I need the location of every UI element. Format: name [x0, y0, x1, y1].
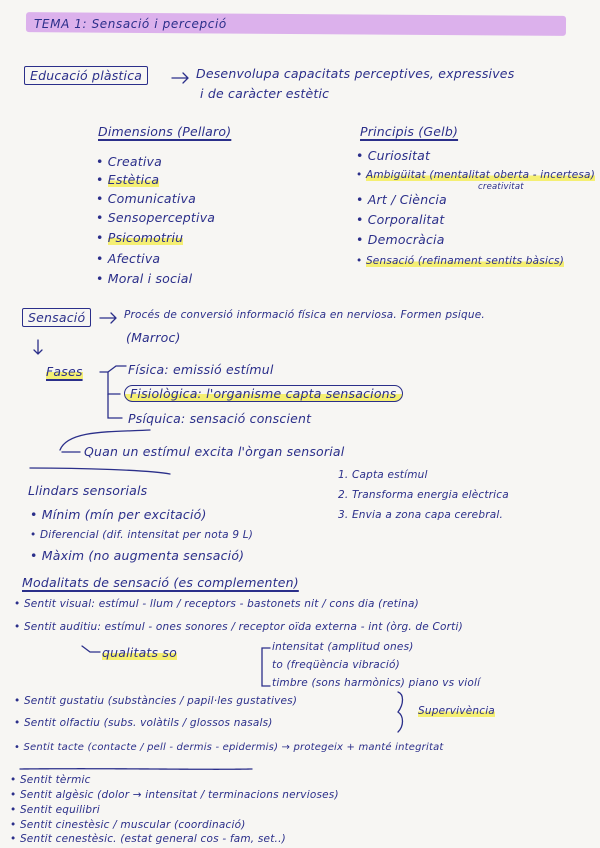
arrow-educacio-icon — [172, 73, 188, 83]
dimension-item: • Psicomotriu — [96, 230, 184, 245]
altre-sentit: • Sentit equilibri — [10, 804, 100, 816]
principi-item: • Art / Ciència — [356, 192, 447, 207]
sensacio-label: Sensació — [22, 308, 91, 327]
step-1: 1. Capta estímul — [338, 469, 428, 481]
supervivencia-label: Supervivència — [418, 705, 495, 717]
step-2: 2. Transforma energia elèctrica — [338, 489, 509, 501]
arrow-fisica-icon — [100, 366, 126, 372]
educacio-desc-1: Desenvolupa capacitats perceptives, expressives — [196, 66, 515, 81]
fase-fisiologica: Fisiològica: l'organisme capta sensacions — [124, 386, 403, 401]
qualitat-item: to (freqüència vibració) — [272, 659, 400, 671]
llindar-item: • Diferencial (dif. intensitat per nota 9 L) — [30, 529, 254, 541]
dimension-item: • Comunicativa — [96, 191, 196, 206]
qualitat-item: intensitat (amplitud ones) — [272, 641, 414, 653]
sentit-olfactiu: • Sentit olfactiu (subs. volàtils / glossos nasals) — [14, 717, 273, 729]
step-3: 3. Envia a zona capa cerebral. — [338, 509, 504, 521]
modalitats-heading: Modalitats de sensació (es complementen) — [22, 575, 299, 590]
dimension-item: • Estètica — [96, 172, 160, 187]
altre-sentit: • Sentit cinestèsic / muscular (coordinació) — [10, 819, 246, 831]
llindars-heading: Llindars sensorials — [28, 483, 148, 498]
principis-heading: Principis (Gelb) — [360, 124, 459, 139]
principi-item: • Sensació (refinament sentits bàsics) — [356, 255, 565, 267]
altre-sentit: • Sentit cenestèsic. (estat general cos - fam, set..) — [10, 833, 286, 845]
educacio-label: Educació plàstica — [24, 66, 148, 85]
ambiguitat-note: creativitat — [478, 182, 524, 192]
principi-item: • Democràcia — [356, 232, 445, 247]
altre-sentit: • Sentit algèsic (dolor → intensitat / terminacions nervioses) — [10, 789, 339, 801]
altre-sentit: • Sentit tèrmic — [10, 774, 91, 786]
dimension-item: • Afectiva — [96, 251, 161, 266]
sentit-visual: • Sentit visual: estímul - llum / receptors - bastonets nit / cons dia (retina) — [14, 598, 419, 610]
llindar-item: • Màxim (no augmenta sensació) — [30, 548, 245, 563]
dimensions-heading: Dimensions (Pellaro) — [98, 124, 232, 139]
fase-fisica: Física: emissió estímul — [128, 362, 274, 377]
brace-qualitats-icon — [262, 648, 270, 686]
arrow-down-icon — [34, 340, 42, 354]
principi-item: • Corporalitat — [356, 212, 445, 227]
sensacio-desc-2: (Marroc) — [126, 330, 181, 345]
principi-item: • Ambigüitat (mentalitat oberta - incertesa) — [356, 169, 595, 181]
sensacio-desc-1: Procés de conversió informació física en nerviosa. Formen psique. — [124, 309, 485, 321]
dimension-item: • Creativa — [96, 154, 162, 169]
sentit-tacte: • Sentit tacte (contacte / pell - dermis - epidermis) → protegeix + manté integritat — [14, 742, 444, 753]
educacio-desc-2: i de caràcter estètic — [200, 86, 330, 101]
brace-supervivencia-icon — [398, 692, 403, 732]
arrow-sensacio-icon — [100, 313, 116, 323]
sentit-gustatiu: • Sentit gustatiu (substàncies / papil·les gustatives) — [14, 695, 298, 707]
qualitats-label: qualitats so — [102, 645, 177, 660]
fase-psiquica: Psíquica: sensació conscient — [128, 411, 312, 426]
sentit-auditiu: • Sentit auditiu: estímul - ones sonores / receptor oïda externa - int (òrg. de Corti) — [14, 621, 463, 633]
dimension-item: • Moral i social — [96, 271, 193, 286]
dimension-item: • Sensoperceptiva — [96, 210, 216, 225]
llindar-item: • Mínim (mín per excitació) — [30, 507, 207, 522]
fases-quan: Quan un estímul excita l'òrgan sensorial — [84, 444, 345, 459]
fases-label: Fases — [46, 364, 83, 379]
qualitat-item: timbre (sons harmònics) piano vs violí — [272, 677, 481, 689]
principi-item: • Curiositat — [356, 148, 431, 163]
page-title: TEMA 1: Sensació i percepció — [34, 17, 227, 31]
